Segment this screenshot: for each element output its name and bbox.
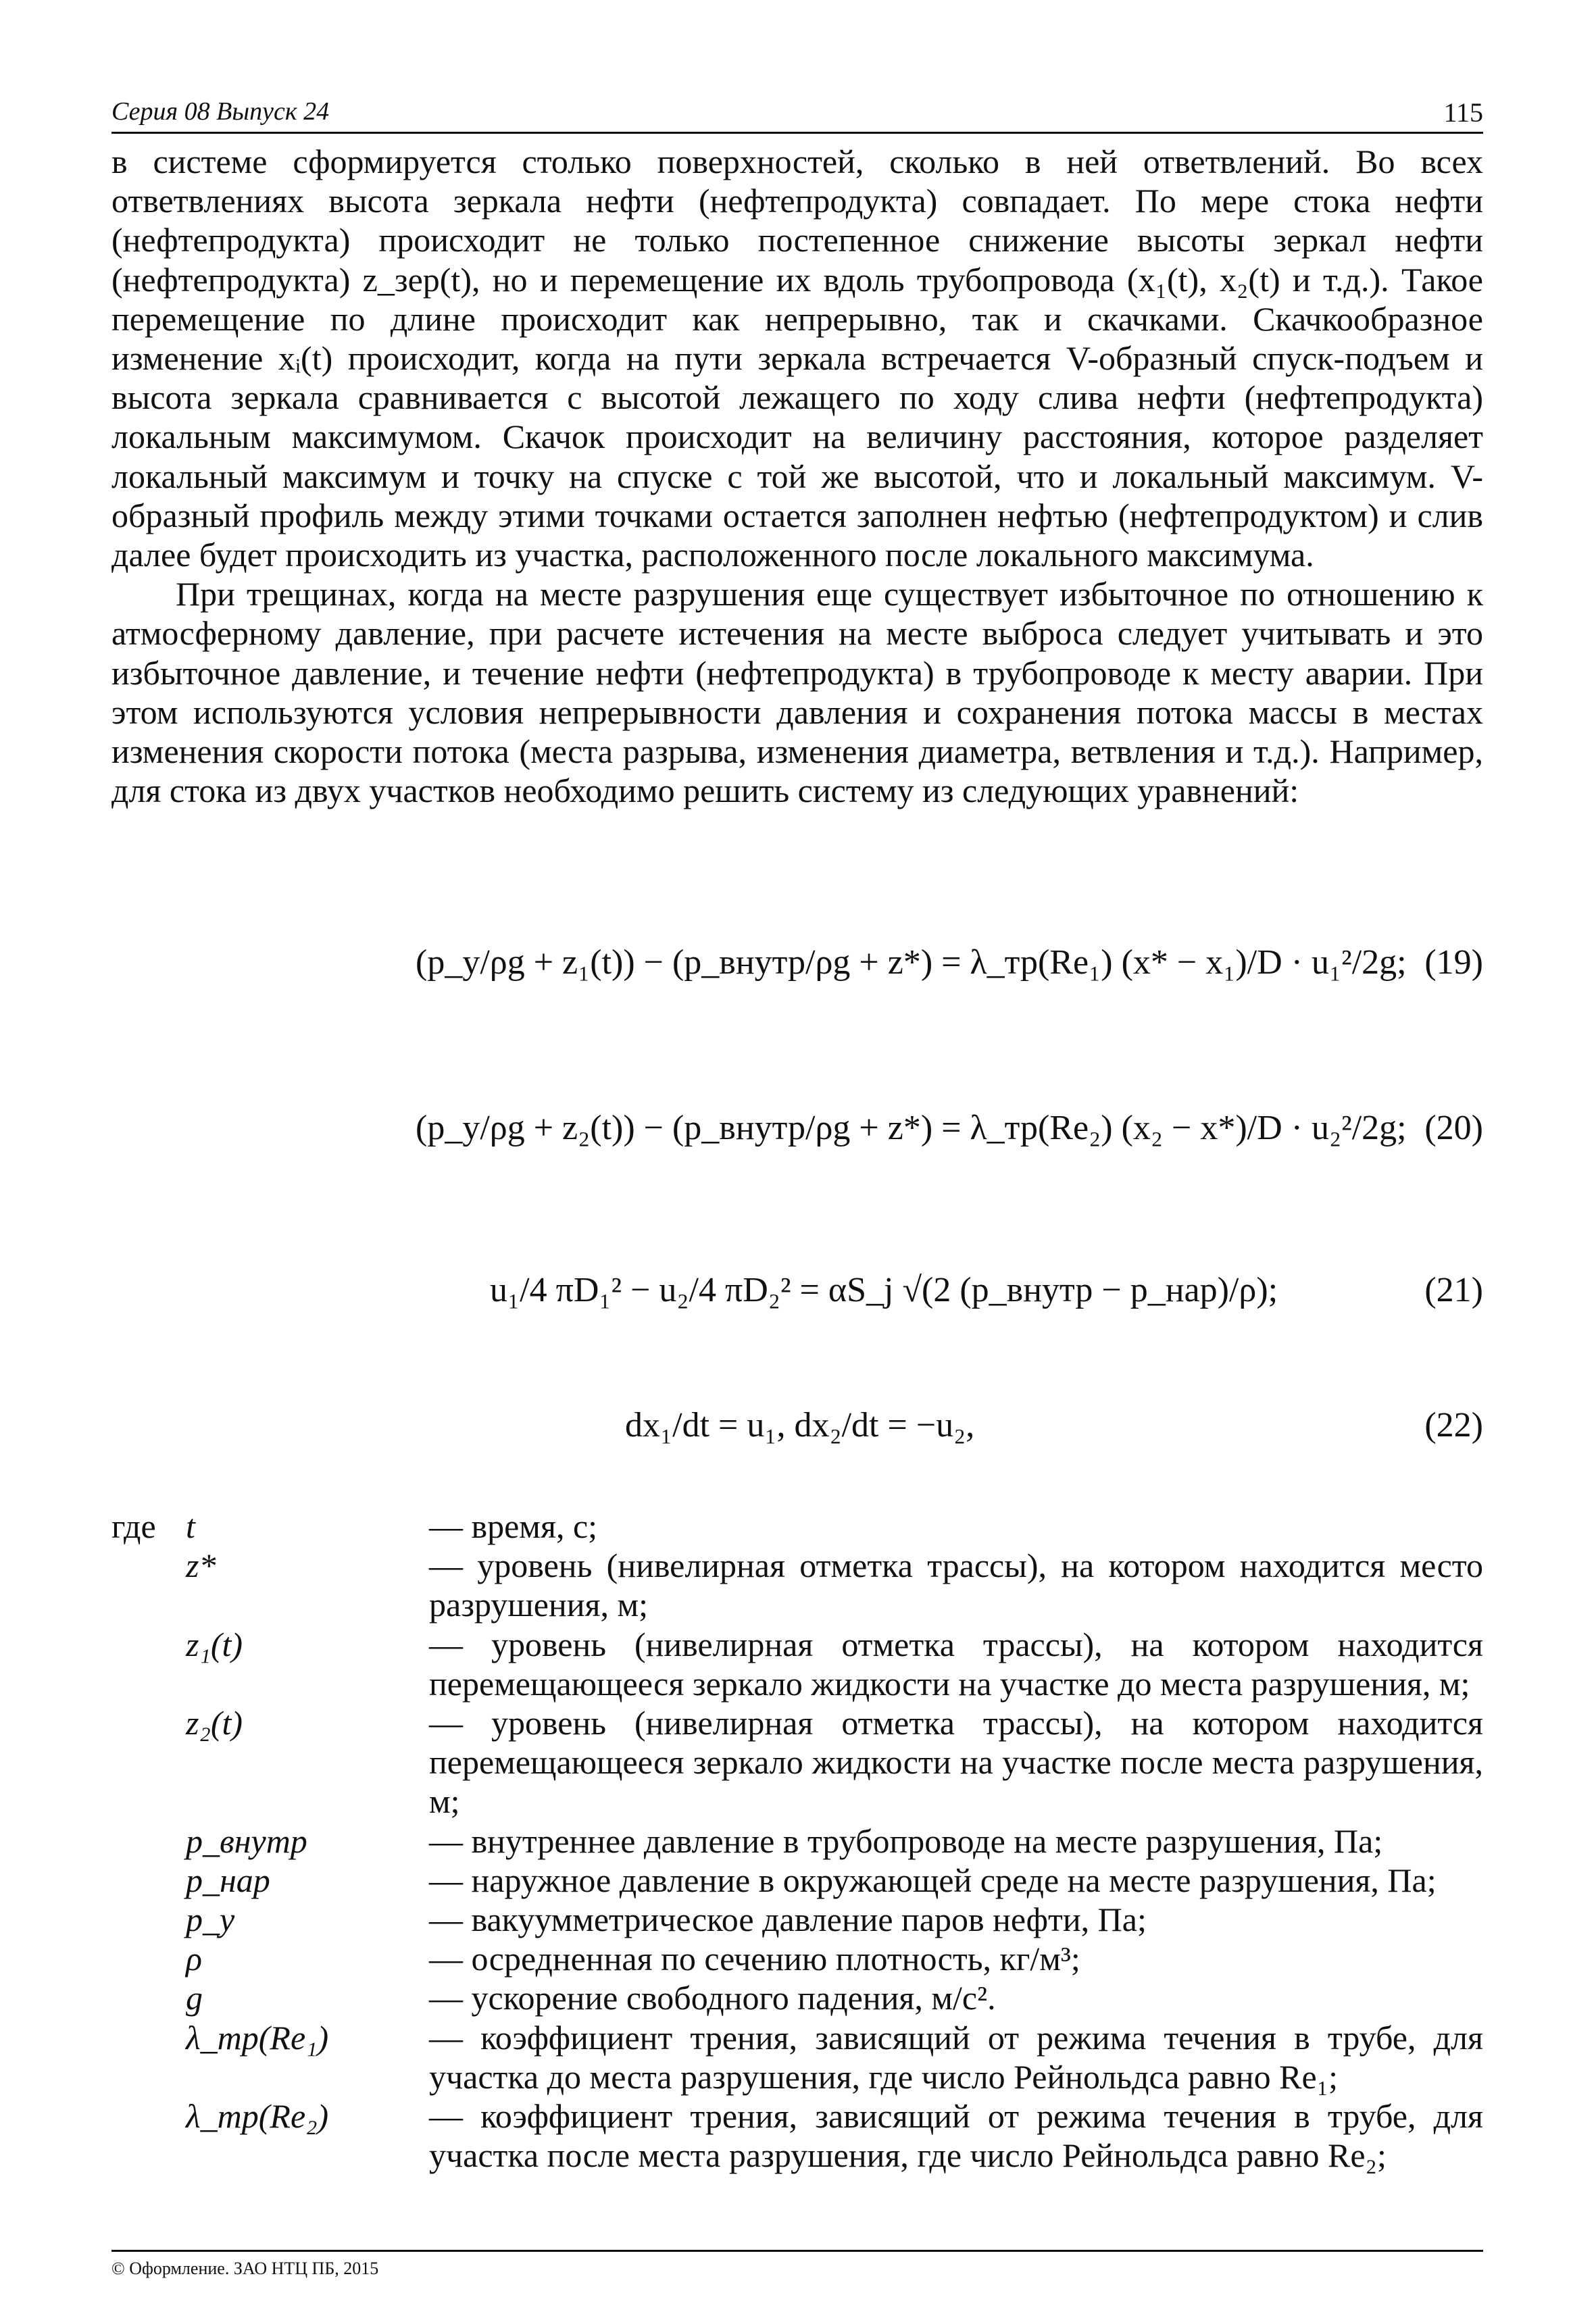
copyright: © Оформление. ЗАО НТЦ ПБ, 2015 <box>111 2259 379 2278</box>
paragraph-2: При трещинах, когда на месте разрушения еще существует избыточное по отношению к атмосферному давление, при расчете истечения на месте выброса следует учитывать и это избыточное давление, и течение нефти (нефтепродукта) в трубопроводе к месту аварии. При этом используются условия непрерывности давления и сохранения потока массы в местах изменения скорости потока (места разрыва, изменения диаметра, ветвления и т.д.). Например, для стока из двух участков необходимо решить систему из следующих уравнений: <box>111 575 1483 810</box>
definition-symbol: p_нар <box>186 1861 270 1899</box>
definition-symbol: λ_тр(Re₂) <box>186 2097 329 2136</box>
equation-19-number: (19) <box>1424 943 1483 982</box>
definition-symbol: z* <box>186 1546 216 1585</box>
definition-description: — время, с; <box>429 1507 598 1545</box>
definition-row <box>111 1821 1483 1861</box>
definition-row <box>111 1703 1483 1821</box>
equation-20-text: (p_у/ρg + z₂(t)) − (p_внутр/ρg + z*) = λ_тр(Re₂) (x₂ − x*)/D · u₂²/2g; <box>416 1109 1407 1147</box>
equation-20-number: (20) <box>1424 1109 1483 1147</box>
definition-row <box>111 1546 1483 1624</box>
definition-row <box>111 1507 1483 1546</box>
definition-description: — ускорение свободного падения, м/с². <box>429 1979 996 2017</box>
equation-22-number: (22) <box>1424 1406 1483 1444</box>
definitions-lead: где <box>111 1507 156 1545</box>
definition-row <box>111 1625 1483 1703</box>
equation-21-text: u₁/4 πD₁² − u₂/4 πD₂² = αS_j √(2 (p_внутр − p_нар)/ρ); <box>490 1271 1278 1309</box>
definition-symbol: ρ <box>186 1940 202 1978</box>
page-number: 115 <box>1443 97 1483 128</box>
definitions-list <box>111 1507 1483 2175</box>
definition-row <box>111 1861 1483 1900</box>
page-header <box>111 91 1483 134</box>
definition-description: — коэффициент трения, зависящий от режима течения в трубе, для участка до места разрушения, где число Рейнольдса равно Re₁; <box>429 2018 1483 2096</box>
series-label: Серия 08 Выпуск 24 <box>111 97 330 126</box>
definition-description: — наружное давление в окружающей среде на месте разрушения, Па; <box>429 1861 1437 1899</box>
equation-21-number: (21) <box>1424 1271 1483 1309</box>
definition-description: — осредненная по сечению плотность, кг/м³; <box>429 1940 1080 1978</box>
definition-description: — внутреннее давление в трубопроводе на месте разрушения, Па; <box>429 1821 1383 1860</box>
paragraph-1: в системе сформируется столько поверхностей, сколько в ней ответвлений. Во всех ответвлениях высота зеркала нефти (нефтепродукта) совпадает. По мере стока нефти (нефтепродукта) происходит не только постепенное снижение высоты зеркал нефти (нефтепродукта) z_зер(t), но и перемещение их вдоль трубопровода (x₁(t), x₂(t) и т.д.). Такое перемещение по длине происходит как непрерывно, так и скачками. Скачкообразное изменение xᵢ(t) происходит, когда на пути зеркала встречается V-образный спуск-подъем и высота зеркала сравнивается с высотой лежащего по ходу слива нефти (нефтепродукта) локальным максимумом. Скачок происходит на величину расстояния, которое разделяет локальный максимум и точку на спуске с той же высотой, что и локальный максимум. V-образный профиль между этими точками остается заполнен нефтью (нефтепродуктом) и слив далее будет происходить из участка, расположенного после локального максимума. <box>111 143 1483 574</box>
equation-19-text: (p_у/ρg + z₁(t)) − (p_внутр/ρg + z*) = λ_тр(Re₁) (x* − x₁)/D · u₁²/2g; <box>416 943 1407 982</box>
equation-22-text: dx₁/dt = u₁, dx₂/dt = −u₂, <box>625 1406 975 1444</box>
definition-symbol: z₁(t) <box>186 1625 243 1663</box>
definition-symbol: λ_тр(Re₁) <box>186 2018 329 2057</box>
definition-symbol: p_внутр <box>186 1821 307 1860</box>
definition-row <box>111 2096 1483 2175</box>
definition-symbol: t <box>186 1507 195 1545</box>
body-text <box>111 142 1483 810</box>
definition-description: — уровень (нивелирная отметка трассы), на котором находится место разрушения, м; <box>429 1546 1483 1624</box>
definition-symbol: z₂(t) <box>186 1704 243 1742</box>
definition-row <box>111 2018 1483 2096</box>
definition-description: — вакуумметрическое давление паров нефти, Па; <box>429 1901 1147 1939</box>
definition-symbol: g <box>186 1979 203 2017</box>
definition-symbol: p_у <box>186 1901 235 1939</box>
definition-description: — уровень (нивелирная отметка трассы), на котором находится перемещающееся зеркало жидкости на участке после места разрушения, м; <box>429 1704 1483 1821</box>
definition-row <box>111 1978 1483 2017</box>
definition-row <box>111 1900 1483 1939</box>
definition-description: — коэффициент трения, зависящий от режима течения в трубе, для участка после места разрушения, где число Рейнольдса равно Re₂; <box>429 2097 1483 2175</box>
definition-row <box>111 1939 1483 1978</box>
definition-description: — уровень (нивелирная отметка трассы), на котором находится перемещающееся зеркало жидкости на участке до места разрушения, м; <box>429 1625 1483 1703</box>
page-footer <box>111 2250 1483 2279</box>
